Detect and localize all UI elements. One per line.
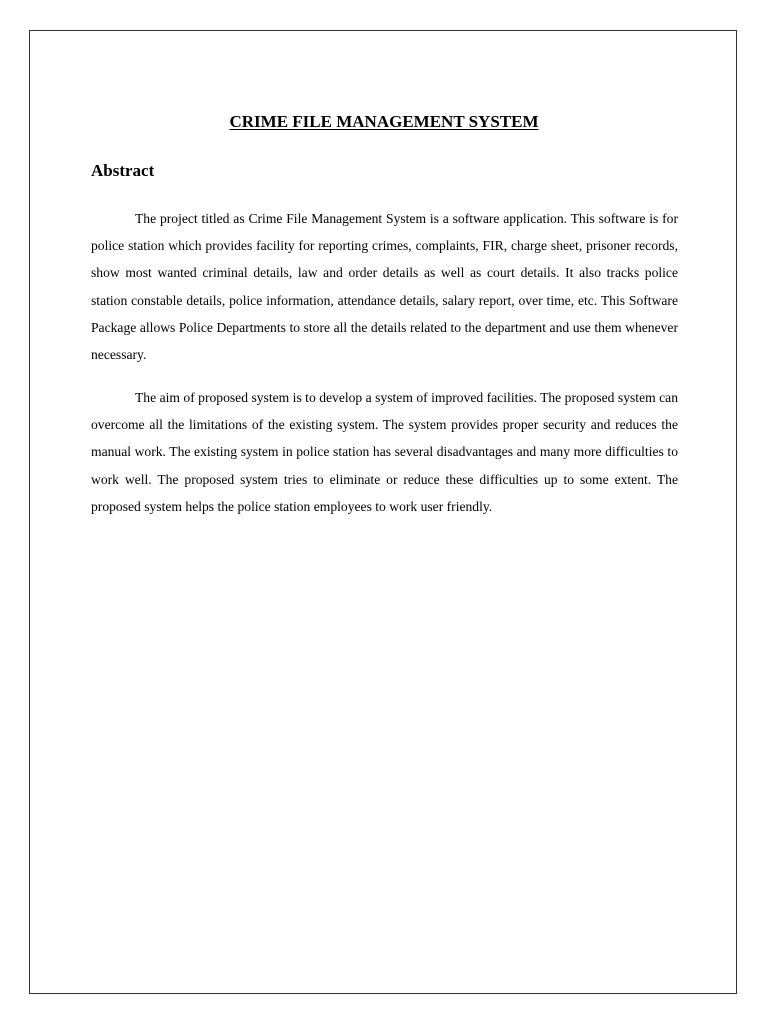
section-heading-abstract: Abstract: [91, 161, 155, 180]
document-title: CRIME FILE MANAGEMENT SYSTEM: [229, 112, 539, 131]
abstract-paragraph-1: The project titled as Crime File Management System is a software application. This software is for police station which provides facility for reporting crimes, complaints, FIR, charge sheet, prisoner records, show most wanted criminal details, law and order details as well as court details. It also tracks police station constable details, police information, attendance details, salary report, over time, etc. This Software Package allows Police Departments to store all the details related to the department and use them whenever necessary.: [91, 211, 678, 363]
abstract-paragraph-2: The aim of proposed system is to develop a system of improved facilities. The proposed system can overcome all the limitations of the existing system. The system provides proper security and reduces the manual work. The existing system in police station has several disadvantages and many more difficulties to work well. The proposed system tries to eliminate or reduce these difficulties up to some extent. The proposed system helps the police station employees to work user friendly.: [91, 390, 678, 514]
